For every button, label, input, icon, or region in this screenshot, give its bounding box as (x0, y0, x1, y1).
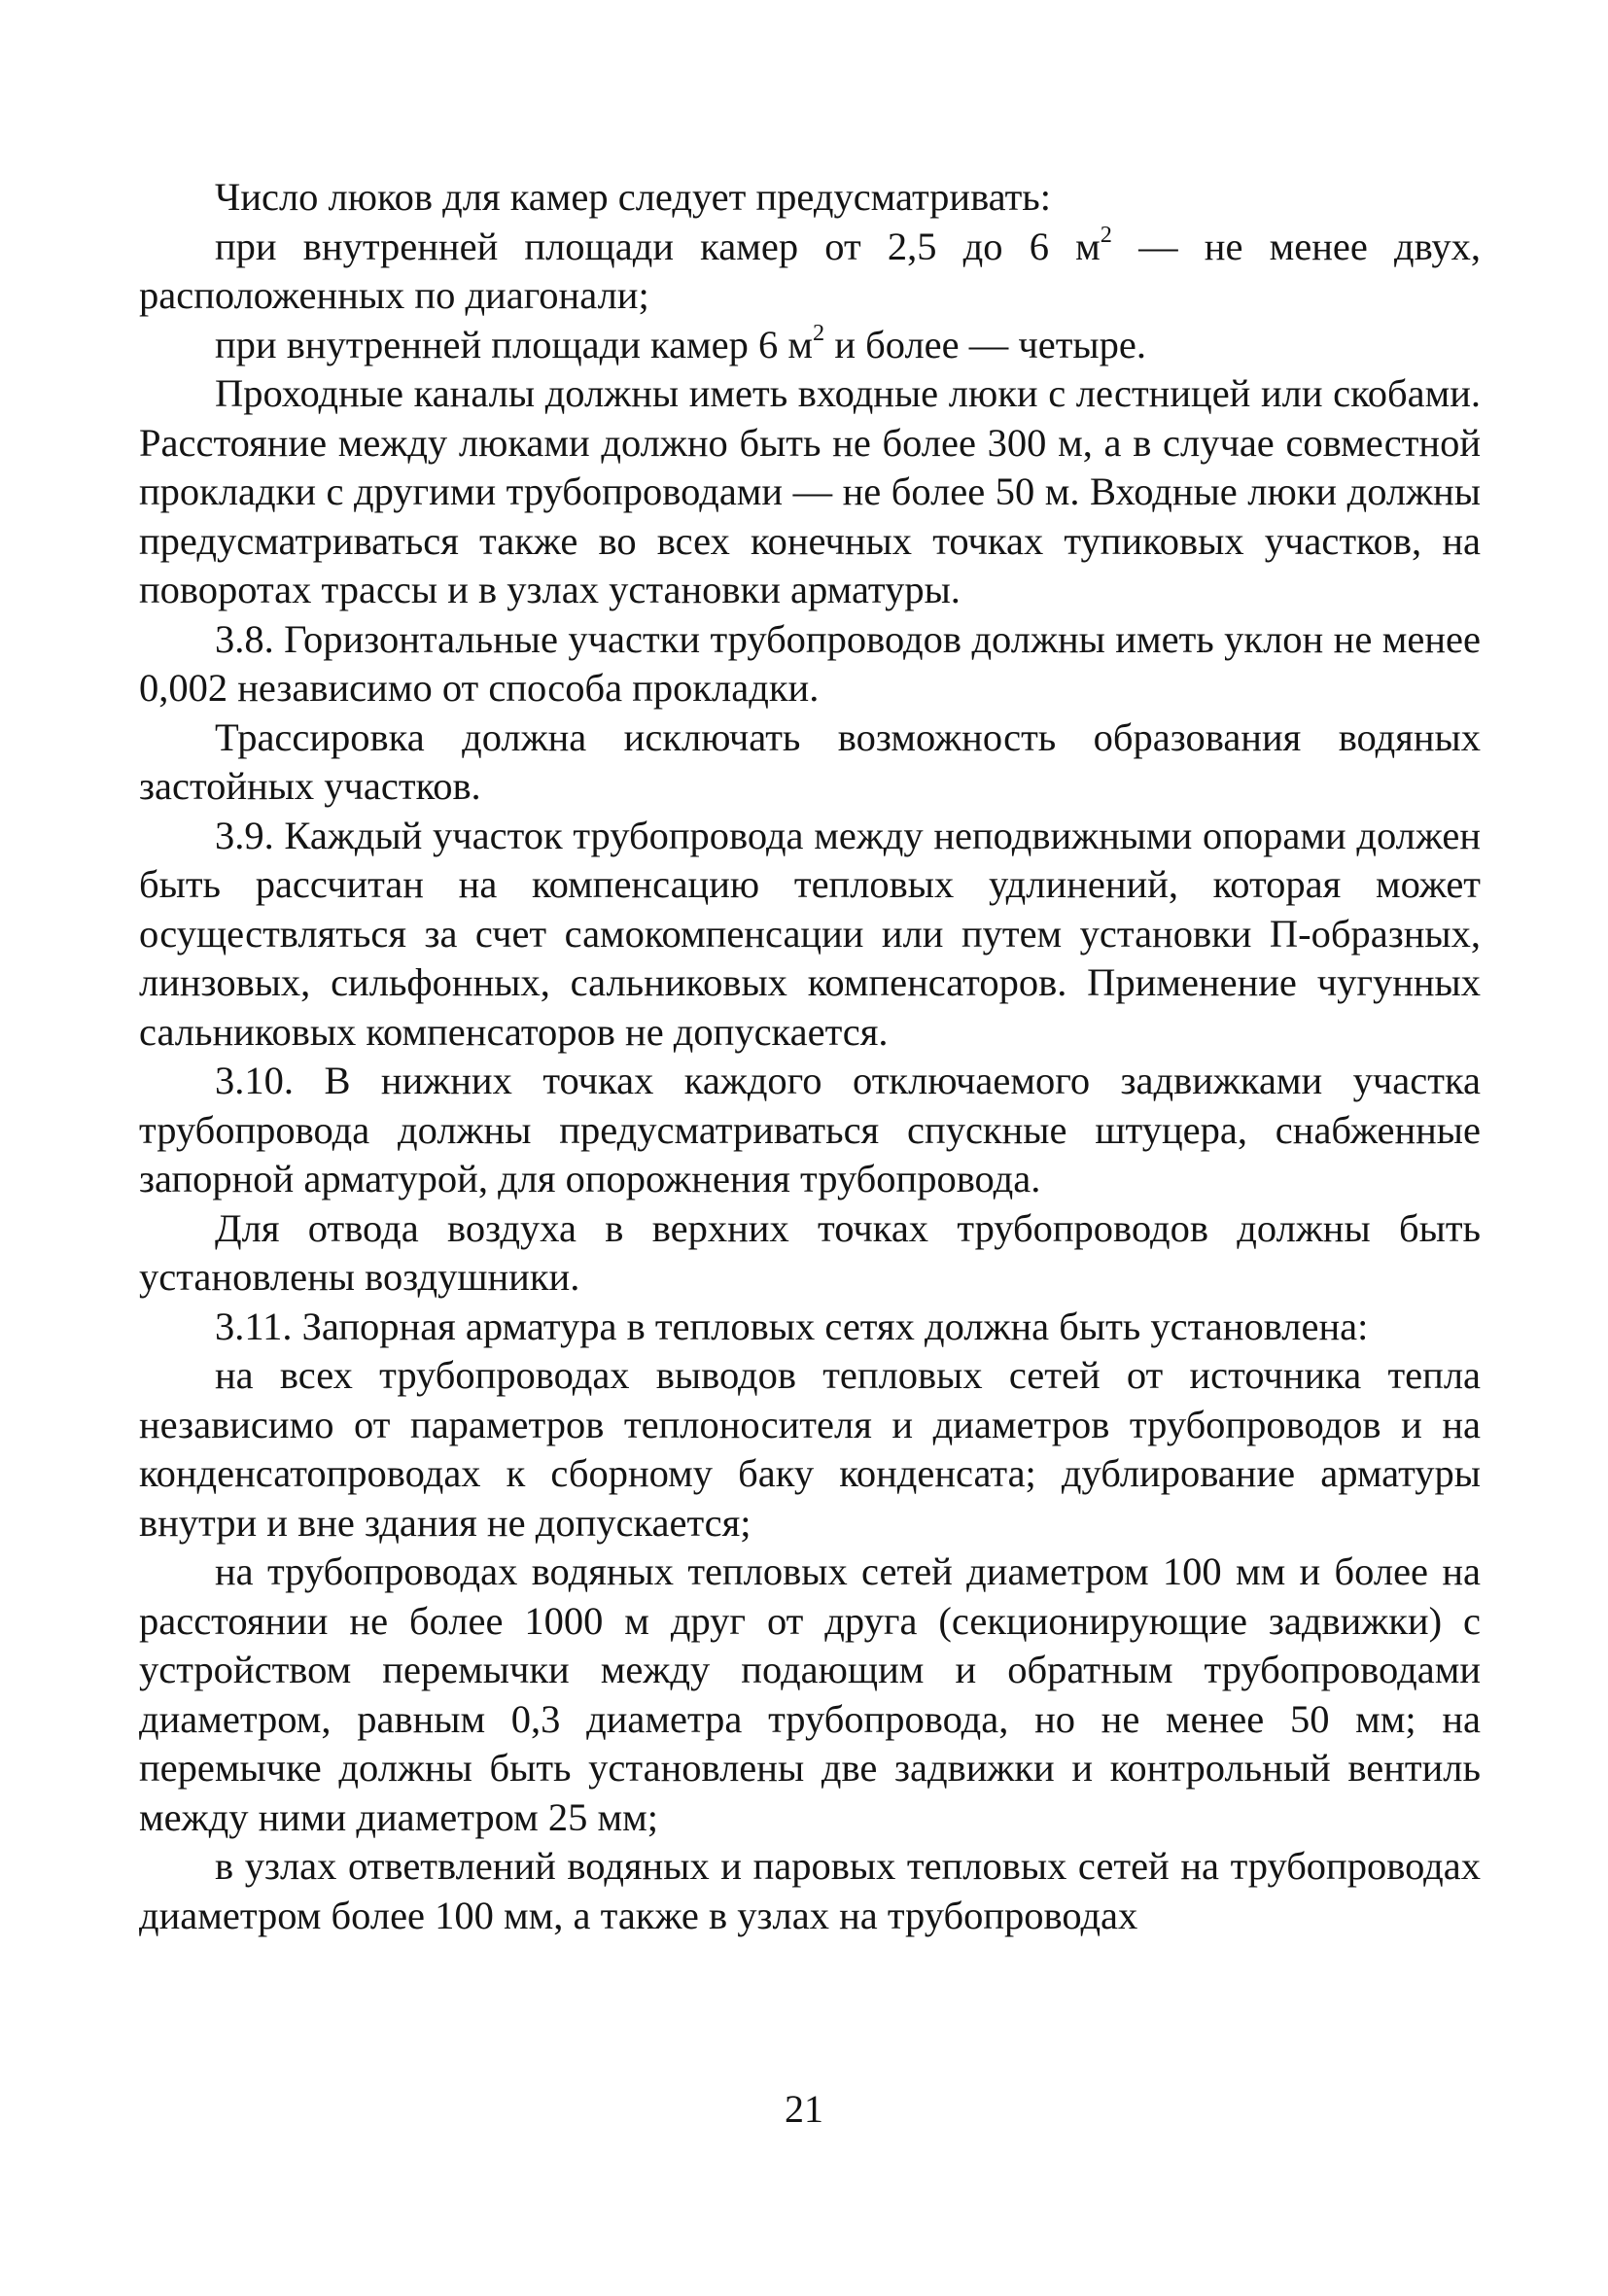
text-segment: и более — четыре. (824, 322, 1146, 366)
paragraph-3-8: 3.8. Горизонтальные участки трубопроводов должны иметь уклон не менее 0,002 независимо от способа прокладки. (139, 616, 1481, 710)
text-segment: — не менее двух, расположенных по диагонали; (139, 224, 1481, 317)
text-segment: при внутренней площади камер от 2,5 до 6 м (215, 224, 1101, 268)
page-number: 21 (785, 2087, 823, 2131)
paragraph-passage-channels: Проходные каналы должны иметь входные люки с лестницей или скобами. Расстояние между люками должно быть не более 300 м, а в случае совместной прокладки с другими трубопроводами — не более 50 м. Входные люки должны предусматриваться также во всех конечных точках тупиковых участков, на поворотах трассы и в узлах установки арматуры. (139, 371, 1481, 611)
superscript: 2 (813, 319, 825, 346)
text-segment: при внутренней площади камер 6 м (215, 322, 814, 366)
paragraph-water-networks: на трубопроводах водяных тепловых сетей диаметром 100 мм и более на расстоянии не более 1000 м друг от друга (секционирующие задвижки) с устройством перемычки между подающим и обратным трубопроводами диаметром, равным 0,3 диаметра трубопровода, но не менее 50 мм; на перемычке должны быть установлены две задвижки и контрольный вентиль между ними диаметром 25 мм; (139, 1549, 1481, 1839)
paragraph-hatch-count: Число люков для камер следует предусматривать: (215, 175, 1052, 219)
paragraph-area-6-plus (139, 321, 1481, 370)
paragraph-tracing: Трассировка должна исключать возможность образования водяных застойных участков. (139, 714, 1481, 808)
paragraph-3-9: 3.9. Каждый участок трубопровода между неподвижными опорами должен быть рассчитан на компенсацию тепловых удлинений, которая может осуществляться за счет самокомпенсации или путем установки П-образных, линзовых, сильфонных, сальниковых компенсаторов. Применение чугунных сальниковых компенсаторов не допускается. (139, 813, 1481, 1054)
paragraph-3-10: 3.10. В нижних точках каждого отключаемого задвижками участка трубопровода должны предусматриваться спускные штуцера, снабженные запорной арматурой, для опорожнения трубопровода. (139, 1059, 1481, 1200)
paragraph-3-11: 3.11. Запорная арматура в тепловых сетях должна быть установлена: (215, 1304, 1369, 1348)
superscript: 2 (1100, 221, 1112, 248)
paragraph-area-2-6 (139, 223, 1481, 321)
paragraph-outlets: на всех трубопроводах выводов тепловых сетей от источника тепла независимо от параметров теплоносителя и диаметров трубопроводов и на конденсатопроводах к сборному баку конденсата; дублирование арматуры внутри и вне здания не допускается; (139, 1353, 1481, 1545)
document-page (139, 173, 1481, 1940)
paragraph-branch-nodes: в узлах ответвлений водяных и паровых тепловых сетей на трубопроводах диаметром более 100 мм, а также в узлах на трубопроводах (139, 1844, 1481, 1937)
paragraph-air-vents: Для отвода воздуха в верхних точках трубопроводов должны быть установлены воздушники. (139, 1205, 1481, 1299)
